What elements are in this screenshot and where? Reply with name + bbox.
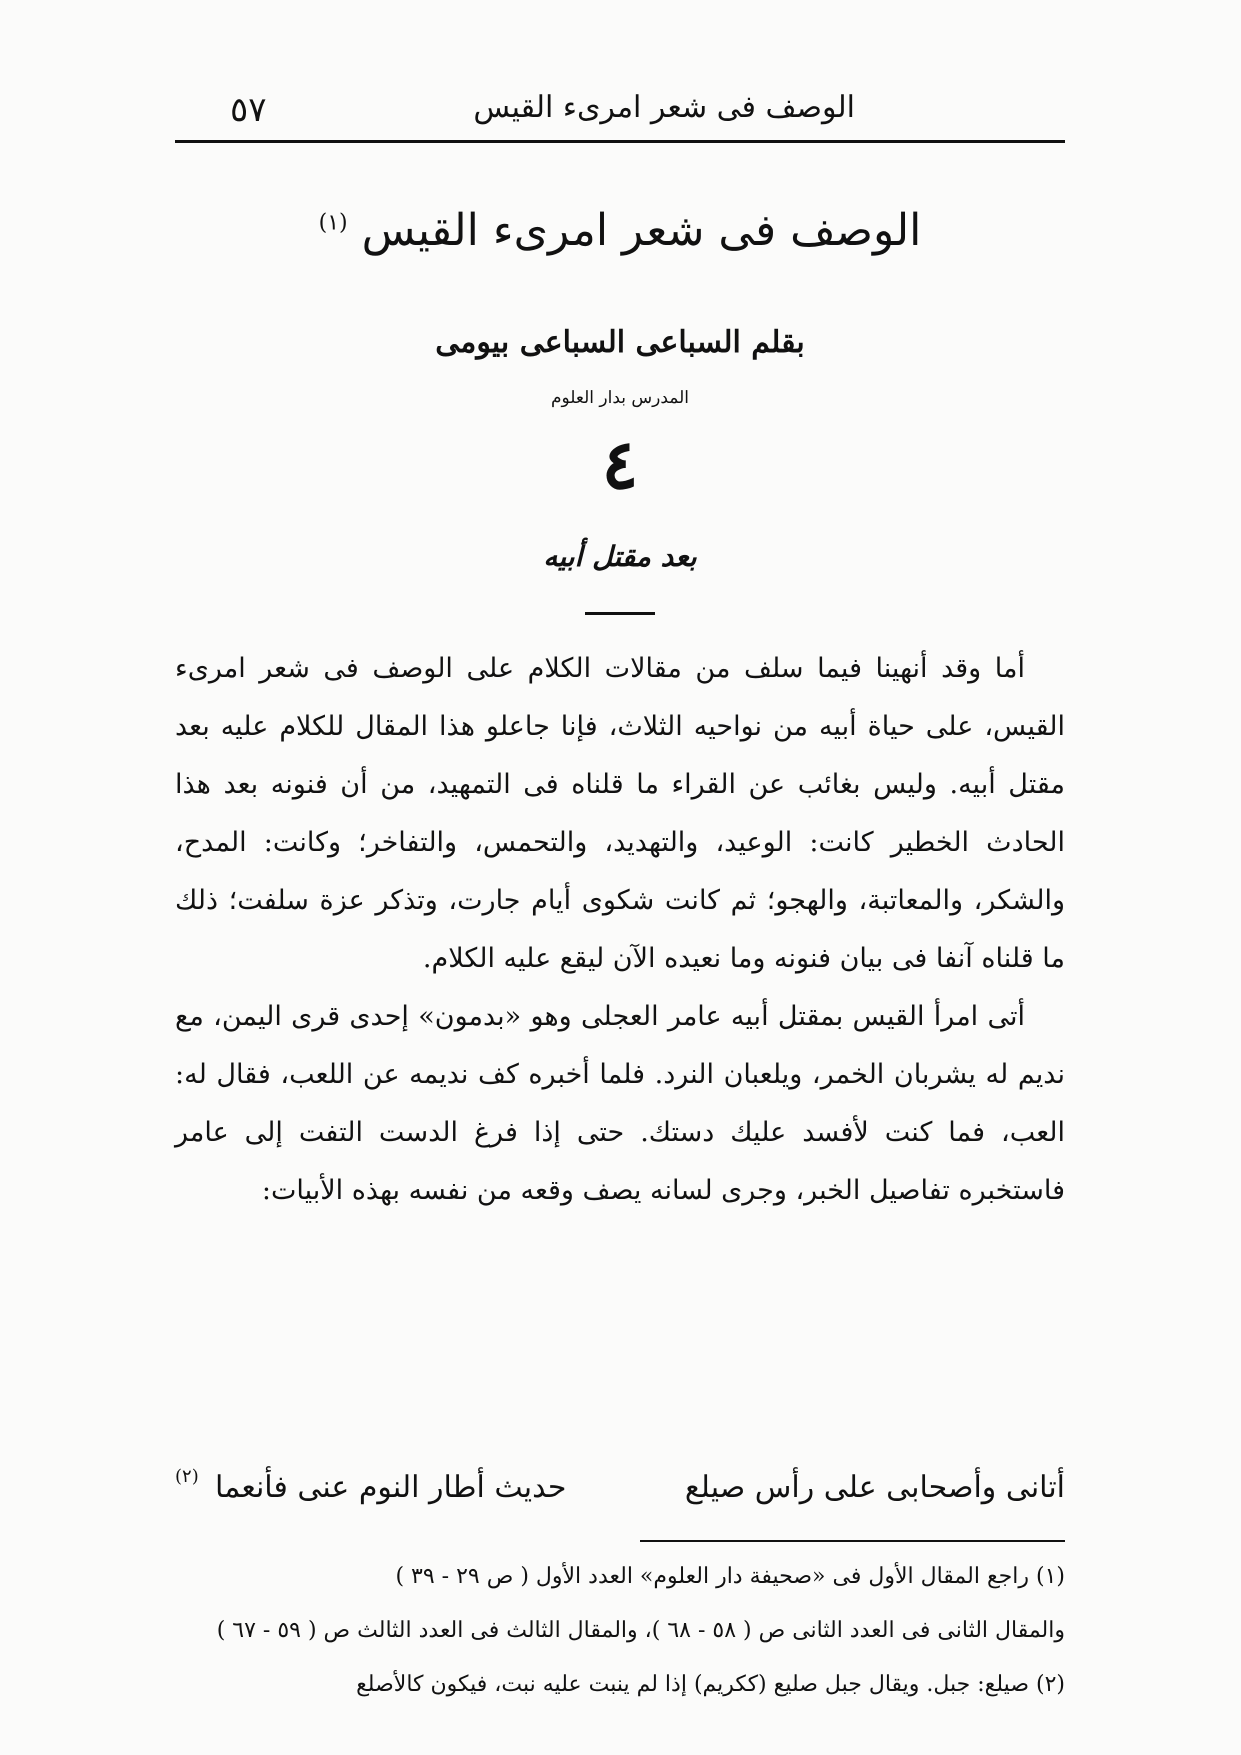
footnote-rule [640, 1540, 1065, 1542]
page-number: ٥٧ [230, 90, 267, 130]
article-body [175, 640, 1065, 1220]
footnote-line: والمقال الثانى فى العدد الثانى ص ( ٥٨ - ٦٨ )، والمقال الثالث فى العدد الثالث ص ( ٥٩ - ٦٧ ) [216, 1618, 1065, 1643]
verse-second-hemistich: حديث أطار النوم عنى فأنعما [215, 1470, 567, 1505]
title-footnote-marker: (١) [318, 210, 348, 236]
paragraph: أما وقد أنهينا فيما سلف من مقالات الكلام على الوصف فى شعر امرىء القيس، على حياة أبيه من نواحيه الثلاث، فإنا جاعلو هذا المقال للكلام عليه بعد مقتل أبيه. وليس بغائب عن القراء ما قلناه فى التمهيد، من أن فنونه بعد هذا الحادث الخطير كانت: الوعيد، والتهديد، والتحمس، والتفاخر؛ وكانت: المدح، والشكر، والمعاتبة، والهجو؛ ثم كانت شكوى أيام جارت، وتذكر عزة سلفت؛ ذلك ما قلناه آنفا فى بيان فنونه وما نعيده الآن ليقع عليه الكلام. [175, 653, 1065, 974]
part-number: ٤ [601, 425, 639, 505]
verse-first-hemistich: أتانى وأصحابى على رأس صيلع [684, 1470, 1065, 1505]
footnote-line: (٢) صيلع: جبل. ويقال جبل صليع (ككريم) إذا لم ينبت عليه نبت، فيكون كالأصلع [356, 1672, 1065, 1697]
footnotes [175, 1550, 1065, 1712]
section-divider [585, 612, 655, 615]
author-byline: بقلم السباعى السباعى بيومى [435, 325, 805, 360]
article-title [175, 205, 1065, 256]
running-title: الوصف فى شعر امرىء القيس [473, 90, 855, 125]
footnote-line: (١) راجع المقال الأول فى «صحيفة دار العلوم» العدد الأول ( ص ٢٩ - ٣٩ ) [395, 1564, 1065, 1589]
paragraph: أتى امرأ القيس بمقتل أبيه عامر العجلى وهو «بدمون» إحدى قرى اليمن، مع نديم له يشربان الخمر، ويلعبان النرد. فلما أخبره كف نديمه عن اللعب، فقال له: العب، فما كنت لأفسد عليك دستك. حتى إذا فرغ الدست التفت إلى عامر فاستخبره تفاصيل الخبر، وجرى لسانه يصف وقعه من نفسه بهذه الأبيات: [175, 1001, 1065, 1206]
article-title-text: الوصف فى شعر امرىء القيس [361, 205, 922, 256]
verse-footnote-marker: (٢) [175, 1466, 199, 1487]
section-heading: بعد مقتل أبيه [543, 540, 697, 573]
header-rule [175, 140, 1065, 143]
author-affiliation: المدرس بدار العلوم [550, 388, 690, 408]
poetry-verse [175, 1466, 1065, 1530]
